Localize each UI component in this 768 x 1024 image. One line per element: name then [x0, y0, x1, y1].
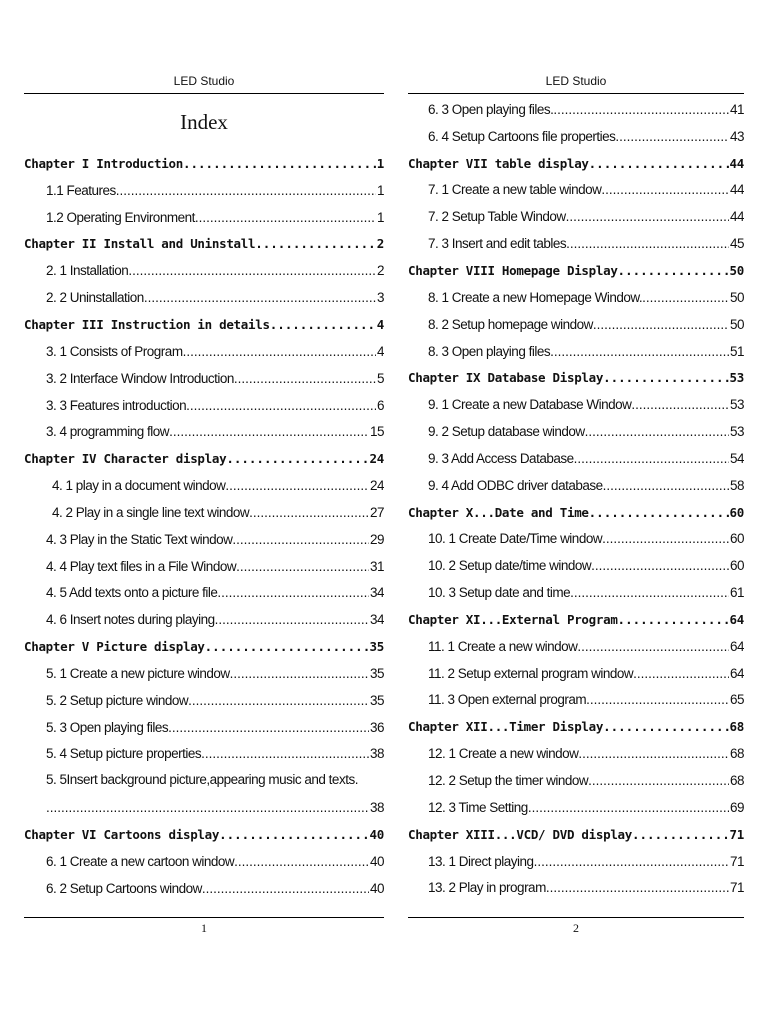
toc-entry-page: 71: [729, 853, 744, 869]
toc-entry-label: 9. 3 Add Access Database: [428, 450, 574, 466]
toc-entry-label: 4. 1 play in a document window: [52, 478, 226, 494]
toc-section-entry: [408, 687, 744, 714]
dot-leader: [215, 612, 369, 627]
dot-leader: [219, 827, 368, 842]
toc-entry-label: 10. 2 Setup date/time window: [428, 558, 592, 574]
toc-section-entry: [408, 230, 744, 257]
toc-entry-label: Chapter II Install and Uninstall: [24, 236, 256, 252]
toc-section-entry: [408, 472, 744, 499]
dot-leader: [255, 236, 376, 251]
toc-section-entry: [408, 177, 744, 204]
toc-chapter-entry: [24, 311, 384, 338]
toc-section-entry: [408, 96, 744, 123]
toc-section-entry: [24, 177, 384, 204]
toc-entry-page: 4: [376, 343, 384, 359]
dot-leader: [226, 451, 368, 466]
dot-leader: [601, 182, 729, 197]
dot-leader: [195, 210, 376, 225]
toc-entry-label: 3. 2 Interface Window Introduction: [46, 370, 234, 386]
toc-section-entry: [24, 526, 384, 553]
toc-entry-page: 34: [369, 612, 384, 628]
dot-leader: [202, 881, 369, 896]
toc-entry-label: 2. 2 Uninstallation: [46, 290, 144, 306]
dot-leader: [566, 236, 729, 251]
toc-entry-page: 31: [369, 558, 384, 574]
toc-entry-page: 68: [729, 746, 744, 762]
dot-leader: [574, 451, 729, 466]
toc-entry-label: Chapter I Introduction: [24, 155, 183, 171]
toc-entry-label: 8. 3 Open playing files: [428, 343, 551, 359]
toc-entry-label: Chapter VII table display: [408, 155, 589, 171]
dot-leader: [169, 424, 369, 439]
dot-leader: [632, 827, 729, 842]
dot-leader: [591, 558, 729, 573]
dot-leader: [546, 880, 729, 895]
toc-entry-label: 12. 1 Create a new window: [428, 746, 579, 762]
dot-leader: [168, 720, 369, 735]
toc-entry-label: 5. 2 Setup picture window: [46, 692, 189, 708]
toc-entry-label: 4. 3 Play in the Static Text window: [46, 531, 233, 547]
toc-section-entry: [24, 284, 384, 311]
toc-entry-label: 3. 1 Consists of Program: [46, 343, 183, 359]
toc-entry-label: Chapter IV Character display: [24, 451, 227, 467]
toc-entry-page: 45: [729, 236, 744, 252]
toc-entry-label: 1.1 Features: [46, 182, 116, 198]
toc-entry-page: 24: [369, 478, 384, 494]
toc-entry-label: 4. 5 Add texts onto a picture file: [46, 585, 218, 601]
toc-section-entry: [408, 445, 744, 472]
dot-leader: [570, 585, 729, 600]
toc-entry-label: 9. 1 Create a new Database Window: [428, 397, 632, 413]
toc-entry-page: 64: [729, 611, 744, 627]
dot-leader: [618, 263, 729, 278]
toc-section-entry: [24, 714, 384, 741]
toc-section-entry: [24, 392, 384, 419]
toc-entry-page: 60: [729, 531, 744, 547]
toc-entry-label: Chapter XI...External Program: [408, 611, 618, 627]
toc-chapter-entry: [408, 257, 744, 284]
toc-entry-page: 35: [369, 665, 384, 681]
toc-entry-page: 2: [376, 236, 384, 252]
toc-section-entry: [24, 741, 384, 768]
toc-section-entry: [24, 204, 384, 231]
toc-section-entry: [408, 552, 744, 579]
toc-entry-label: 13. 2 Play in program: [428, 880, 546, 896]
toc-entry-label: 5. 5Insert background picture,appearing music and texts.: [46, 772, 358, 788]
toc-entry-page: 43: [729, 128, 744, 144]
toc-section-entry: [24, 553, 384, 580]
toc-entry-label: 11. 2 Setup external program window: [428, 665, 634, 681]
toc-entry-page: 53: [729, 424, 744, 440]
toc-section-entry: [408, 284, 744, 311]
toc-section-entry: [408, 338, 744, 365]
dot-leader: [234, 371, 376, 386]
dot-leader: [589, 156, 729, 171]
toc-section-entry: [408, 794, 744, 821]
toc-section-entry: [24, 418, 384, 445]
dot-leader: [534, 854, 729, 869]
toc-section-entry: [408, 526, 744, 553]
table-of-contents: [24, 150, 384, 902]
toc-entry-label: 7. 3 Insert and edit tables: [428, 236, 567, 252]
toc-entry-page: 2: [376, 263, 384, 279]
toc-entry-label: 5. 1 Create a new picture window: [46, 665, 230, 681]
toc-entry-page: 50: [729, 289, 744, 305]
dot-leader: [144, 290, 376, 305]
dot-leader: [270, 317, 376, 332]
toc-section-entry: [24, 499, 384, 526]
toc-entry-label: Chapter III Instruction in details: [24, 316, 270, 332]
toc-chapter-entry: [408, 821, 744, 848]
dot-leader: [588, 773, 729, 788]
toc-entry-label: 6. 1 Create a new cartoon window: [46, 853, 235, 869]
toc-entry-label: 4. 4 Play text files in a File Window: [46, 558, 237, 574]
toc-entry-label: 13. 1 Direct playing: [428, 853, 534, 869]
toc-entry-page: 35: [369, 692, 384, 708]
toc-entry-page: 50: [729, 316, 744, 332]
toc-entry-page: 4: [376, 316, 384, 332]
toc-entry-page: 35: [369, 639, 384, 655]
toc-entry-page: 24: [369, 451, 384, 467]
dot-leader: [528, 800, 729, 815]
toc-section-entry: [408, 874, 744, 901]
right-page: [408, 0, 744, 1024]
toc-entry-page: 36: [369, 719, 384, 735]
dot-leader: [602, 531, 729, 546]
dot-leader: [249, 505, 369, 520]
dot-leader: [553, 102, 729, 117]
dot-leader: [186, 398, 376, 413]
toc-entry-page: 60: [729, 504, 744, 520]
toc-section-entry: [24, 687, 384, 714]
dot-leader: [128, 263, 376, 278]
toc-chapter-entry: [408, 364, 744, 391]
toc-entry-page: 71: [729, 826, 744, 842]
toc-entry-label: Chapter XII...Timer Display: [408, 719, 604, 735]
dot-leader: [603, 719, 728, 734]
toc-entry-label: 8. 2 Setup homepage window: [428, 316, 593, 332]
toc-entry-label: Chapter VIII Homepage Display: [408, 262, 618, 278]
toc-entry-page: 68: [729, 719, 744, 735]
toc-entry-label: 7. 2 Setup Table Window: [428, 209, 566, 225]
toc-entry-page: 51: [729, 343, 744, 359]
toc-section-entry: [408, 123, 744, 150]
toc-chapter-entry: [24, 231, 384, 258]
toc-entry-label: 8. 1 Create a new Homepage Window.: [428, 289, 643, 305]
toc-entry-label: 5. 4 Setup picture properties: [46, 746, 202, 762]
toc-entry-label: 5. 3 Open playing files: [46, 719, 169, 735]
toc-section-entry: [408, 579, 744, 606]
dot-leader: [578, 746, 729, 761]
toc-entry-label: Chapter XIII...VCD/ DVD display: [408, 826, 632, 842]
page-header: LED Studio: [545, 74, 607, 88]
toc-entry-label: 3. 4 programming flow: [46, 424, 170, 440]
toc-entry-page: 5: [376, 370, 384, 386]
dot-leader: [603, 478, 729, 493]
toc-entry-page: 44: [729, 155, 744, 171]
dot-leader: [577, 639, 729, 654]
toc-section-entry: [24, 875, 384, 902]
toc-section-entry: [408, 311, 744, 338]
toc-chapter-entry: [24, 150, 384, 177]
footer-rule: [24, 917, 384, 918]
toc-entry-page: 53: [729, 397, 744, 413]
footer-rule: [408, 917, 744, 918]
toc-entry-page: 41: [729, 101, 744, 117]
page-header: LED Studio: [173, 74, 235, 88]
toc-entry-label: 9. 4 Add ODBC driver database: [428, 477, 603, 493]
dot-leader: [550, 344, 729, 359]
toc-entry-page: 53: [729, 370, 744, 386]
toc-entry-page: 71: [729, 880, 744, 896]
dot-leader: [225, 478, 369, 493]
toc-entry-label: 12. 2 Setup the timer window: [428, 773, 589, 789]
toc-chapter-entry: [24, 445, 384, 472]
toc-entry-page: 64: [729, 665, 744, 681]
toc-entry-page: 40: [369, 853, 384, 869]
toc-section-entry: [24, 365, 384, 392]
dot-leader: [615, 129, 729, 144]
header-rule: [408, 93, 744, 94]
toc-entry-label: 6. 3 Open playing files.: [428, 101, 554, 117]
toc-entry-page: 1: [376, 182, 384, 198]
toc-entry-page: 44: [729, 182, 744, 198]
toc-entry-label: 6. 2 Setup Cartoons window: [46, 880, 202, 896]
toc-section-entry: [24, 338, 384, 365]
toc-entry-label: Chapter IX Database Display: [408, 370, 604, 386]
dot-leader: [585, 424, 729, 439]
toc-section-entry: [408, 418, 744, 445]
toc-entry-page: 64: [729, 638, 744, 654]
toc-chapter-entry: [408, 713, 744, 740]
toc-entry-page: 69: [729, 799, 744, 815]
toc-entry-page: 38: [369, 746, 384, 762]
toc-entry-label: 4. 6 Insert notes during playing: [46, 612, 215, 628]
toc-entry-label: 11. 1 Create a new window: [428, 638, 578, 654]
toc-section-entry: [408, 848, 744, 875]
dot-leader: [234, 854, 369, 869]
toc-entry-label: 3. 3 Features introduction: [46, 397, 187, 413]
toc-entry-page: 15: [369, 424, 384, 440]
dot-leader: [593, 317, 729, 332]
toc-entry-label: Chapter V Picture display: [24, 639, 205, 655]
toc-entry-label: 12. 3 Time Setting: [428, 799, 528, 815]
dot-leader: [205, 639, 369, 654]
toc-section-entry: [408, 740, 744, 767]
toc-entry-page: 6: [376, 397, 384, 413]
toc-section-entry: [24, 848, 384, 875]
dot-leader: [116, 183, 376, 198]
toc-chapter-entry: [408, 499, 744, 526]
toc-entry-label: 2. 1 Installation: [46, 263, 129, 279]
toc-entry-page: 3: [376, 290, 384, 306]
toc-section-entry: [24, 257, 384, 284]
dot-leader: [188, 693, 369, 708]
toc-chapter-entry: [24, 821, 384, 848]
toc-entry-page: 44: [729, 209, 744, 225]
dot-leader: [566, 209, 729, 224]
toc-entry-label: 10. 1 Create Date/Time window: [428, 531, 603, 547]
toc-section-entry: [24, 767, 384, 794]
page-number: 2: [573, 921, 579, 935]
toc-entry-page: 1: [376, 209, 384, 225]
dot-leader: [183, 344, 376, 359]
toc-section-entry: [408, 203, 744, 230]
dot-leader: [589, 505, 729, 520]
toc-section-entry: [408, 767, 744, 794]
toc-entry-page: 1: [376, 155, 384, 171]
toc-chapter-entry: [408, 150, 744, 177]
dot-leader: [603, 370, 728, 385]
toc-chapter-entry: [408, 606, 744, 633]
toc-entry-page: 50: [729, 262, 744, 278]
toc-entry-page: 38: [369, 800, 384, 816]
left-page: [24, 0, 384, 1024]
toc-entry-label: Chapter X...Date and Time: [408, 504, 589, 520]
toc-entry-page: 40: [369, 827, 384, 843]
toc-entry-page: 27: [369, 504, 384, 520]
dot-leader: [217, 585, 369, 600]
dot-leader: [232, 532, 369, 547]
page-number: 1: [201, 921, 207, 935]
toc-entry-page: 65: [729, 692, 744, 708]
dot-leader: [642, 290, 729, 305]
toc-chapter-entry: [24, 633, 384, 660]
dot-leader: [201, 746, 369, 761]
toc-entry-label: Chapter VI Cartoons display: [24, 827, 220, 843]
dot-leader: [631, 397, 729, 412]
table-of-contents: [408, 96, 744, 901]
dot-leader: [236, 559, 369, 574]
dot-leader: [46, 800, 369, 815]
dot-leader: [183, 156, 376, 171]
toc-entry-label: 9. 2 Setup database window: [428, 424, 585, 440]
toc-entry-label: 7. 1 Create a new table window: [428, 182, 602, 198]
toc-entry-label: 1.2 Operating Environment: [46, 209, 195, 225]
toc-section-entry: [24, 472, 384, 499]
toc-section-entry: [408, 391, 744, 418]
toc-section-entry: [24, 660, 384, 687]
toc-entry-page: 58: [729, 477, 744, 493]
dot-leader: [586, 692, 729, 707]
toc-entry-page: 29: [369, 531, 384, 547]
dot-leader: [230, 666, 369, 681]
header-rule: [24, 93, 384, 94]
toc-section-entry: [24, 794, 384, 821]
toc-entry-label: 11. 3 Open external program: [428, 692, 587, 708]
dot-leader: [618, 612, 729, 627]
toc-entry-label: 10. 3 Setup date and time: [428, 585, 571, 601]
toc-entry-label: 6. 4 Setup Cartoons file properties: [428, 128, 616, 144]
toc-entry-page: 54: [729, 450, 744, 466]
toc-section-entry: [24, 606, 384, 633]
toc-entry-page: 40: [369, 880, 384, 896]
toc-entry-page: 34: [369, 585, 384, 601]
toc-entry-page: 61: [729, 585, 744, 601]
toc-entry-label: 4. 2 Play in a single line text window: [52, 504, 250, 520]
toc-section-entry: [408, 660, 744, 687]
index-title: Index: [180, 110, 228, 134]
toc-section-entry: [24, 580, 384, 607]
toc-section-entry: [408, 633, 744, 660]
toc-entry-page: 60: [729, 558, 744, 574]
dot-leader: [633, 666, 729, 681]
toc-entry-page: 68: [729, 773, 744, 789]
